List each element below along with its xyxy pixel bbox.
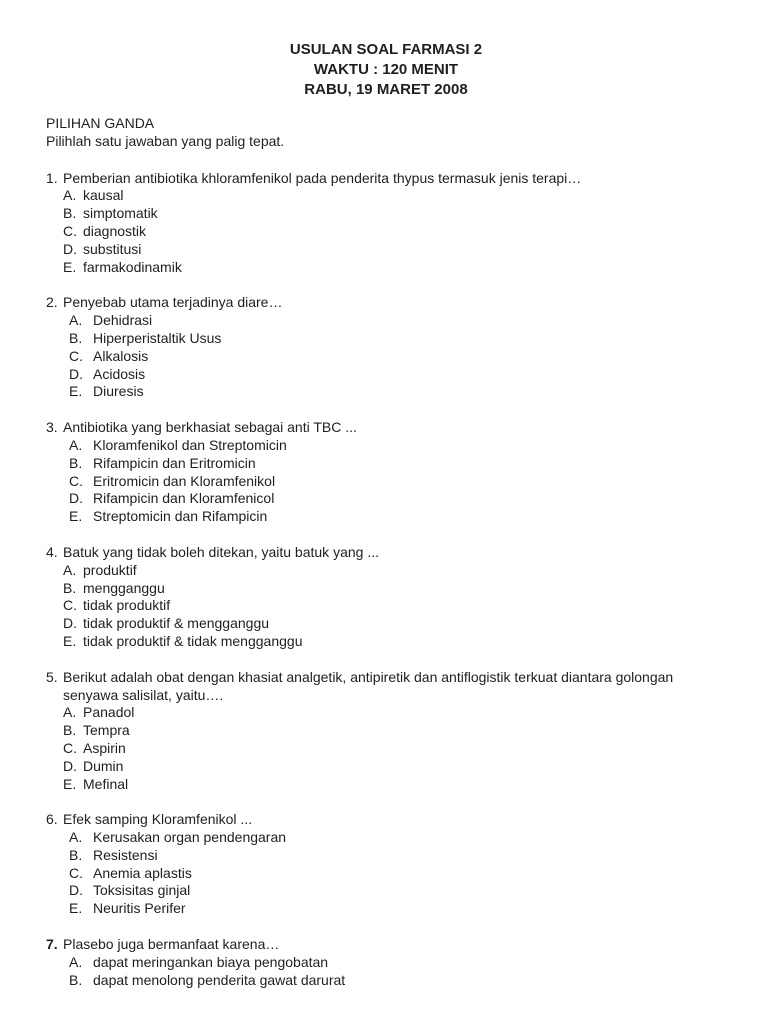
question-number: 6. — [46, 811, 58, 828]
document-date: RABU, 19 MARET 2008 — [304, 81, 468, 98]
option-text: Tempra — [83, 722, 130, 739]
option-letter: D. — [69, 882, 83, 899]
option-text: Resistensi — [93, 846, 158, 863]
option-text: produktif — [83, 561, 137, 578]
option-letter: B. — [69, 846, 83, 863]
document-time: WAKTU : 120 MENIT — [313, 61, 459, 78]
document-title: USULAN SOAL FARMASI 2 — [289, 41, 483, 58]
question-text: Batuk yang tidak boleh ditekan, yaitu batuk yang ... — [63, 543, 379, 560]
option-text: Alkalosis — [93, 347, 149, 364]
questions — [46, 170, 726, 990]
option — [69, 508, 726, 526]
option-letter: A. — [63, 561, 77, 578]
option-letter: E. — [69, 900, 83, 917]
option — [63, 562, 726, 580]
question-text: Penyebab utama terjadinya diare… — [63, 294, 283, 311]
option-text: dapat menolong penderita gawat darurat — [93, 971, 346, 988]
option — [63, 597, 726, 615]
option-text: Anemia aplastis — [93, 864, 192, 881]
option-text: Diuresis — [93, 383, 144, 400]
option-letter: D. — [63, 240, 77, 257]
question-text: Efek samping Kloramfenikol ... — [63, 811, 253, 828]
question-text: Berikut adalah obat dengan khasiat analgetik, antipiretik dan antiflogistik terkuat diantara golongan senyawa salisilat, yaitu…. — [63, 668, 674, 703]
option-text: Acidosis — [93, 365, 146, 382]
option — [63, 580, 726, 598]
option-text: Streptomicin dan Rifampicin — [93, 508, 268, 525]
option-list — [46, 187, 726, 276]
option — [63, 615, 726, 633]
option-letter: D. — [69, 365, 83, 382]
option-letter: E. — [69, 508, 83, 525]
option-text: Dumin — [83, 757, 124, 774]
question-number: 2. — [46, 294, 58, 311]
option-list — [46, 829, 726, 918]
option-text: Hiperperistaltik Usus — [93, 329, 222, 346]
option-letter: D. — [69, 490, 83, 507]
section-label: PILIHAN GANDA — [46, 115, 155, 131]
option-letter: B. — [63, 205, 77, 222]
option — [69, 473, 726, 491]
option-letter: A. — [69, 312, 83, 329]
question — [46, 294, 726, 401]
question-number: 3. — [46, 419, 58, 436]
option — [63, 633, 726, 651]
option-text: mengganggu — [83, 579, 165, 596]
option-list — [46, 437, 726, 526]
option — [69, 437, 726, 455]
question — [46, 544, 726, 651]
option-text: tidak produktif & tidak mengganggu — [83, 632, 303, 649]
option-text: Kerusakan organ pendengaran — [93, 829, 287, 846]
question-head — [46, 936, 726, 954]
question — [46, 419, 726, 526]
option-list — [46, 954, 726, 990]
option-letter: A. — [69, 829, 83, 846]
option-text: substitusi — [83, 240, 142, 257]
option — [69, 972, 726, 990]
option — [69, 455, 726, 473]
question-number: 7. — [46, 936, 58, 953]
option-letter: B. — [63, 579, 77, 596]
option — [63, 223, 726, 241]
option — [69, 829, 726, 847]
question-head — [46, 544, 726, 562]
option-text: Neuritis Perifer — [93, 900, 186, 917]
option-list — [46, 562, 726, 651]
option-text: Dehidrasi — [93, 312, 153, 329]
option — [63, 758, 726, 776]
option — [63, 722, 726, 740]
option-letter: A. — [69, 953, 83, 970]
option — [63, 740, 726, 758]
question — [46, 811, 726, 918]
option-letter: C. — [63, 222, 77, 239]
option-letter: C. — [69, 472, 83, 489]
question — [46, 936, 726, 989]
option — [69, 383, 726, 401]
option-letter: C. — [69, 347, 83, 364]
option-text: Eritromicin dan Kloramfenikol — [93, 472, 276, 489]
option-letter: C. — [69, 864, 83, 881]
option — [63, 259, 726, 277]
question — [46, 170, 726, 277]
question-text: Plasebo juga bermanfaat karena… — [63, 936, 280, 953]
option-letter: C. — [63, 597, 77, 614]
option — [69, 366, 726, 384]
option — [63, 241, 726, 259]
question-number: 4. — [46, 543, 58, 560]
question — [46, 669, 726, 794]
option-letter: B. — [69, 329, 83, 346]
question-head — [46, 669, 726, 705]
option-text: tidak produktif & mengganggu — [83, 615, 270, 632]
option — [69, 330, 726, 348]
option-text: dapat meringankan biaya pengobatan — [93, 953, 329, 970]
option-text: kausal — [83, 187, 124, 204]
question-head — [46, 811, 726, 829]
question-text: Antibiotika yang berkhasiat sebagai anti TBC ... — [63, 419, 357, 436]
question-text: Pemberian antibiotika khloramfenikol pada penderita thypus termasuk jenis terapi… — [63, 169, 582, 186]
option — [69, 312, 726, 330]
option-text: Aspirin — [83, 739, 126, 756]
option-text: farmakodinamik — [83, 258, 182, 275]
option — [63, 776, 726, 794]
option — [69, 954, 726, 972]
option-text: diagnostik — [83, 222, 147, 239]
option — [69, 348, 726, 366]
option — [69, 882, 726, 900]
option-letter: B. — [69, 454, 83, 471]
option — [69, 490, 726, 508]
option-letter: A. — [63, 187, 77, 204]
option-text: Rifampicin dan Eritromicin — [93, 454, 256, 471]
option-letter: A. — [69, 436, 83, 453]
document-header — [46, 40, 726, 100]
option — [63, 704, 726, 722]
question-number: 5. — [46, 668, 58, 685]
option — [63, 187, 726, 205]
option-text: Rifampicin dan Kloramfenicol — [93, 490, 275, 507]
option — [69, 865, 726, 883]
option-letter: E. — [63, 632, 77, 649]
option-list — [46, 312, 726, 401]
question-head — [46, 294, 726, 312]
section-instruction: Pilihlah satu jawaban yang palig tepat. — [46, 132, 285, 149]
option-letter: E. — [63, 775, 77, 792]
option-letter: B. — [69, 971, 83, 988]
option-letter: B. — [63, 722, 77, 739]
option — [69, 900, 726, 918]
option-text: Toksisitas ginjal — [93, 882, 191, 899]
option-list — [46, 704, 726, 793]
option-text: simptomatik — [83, 205, 158, 222]
question-head — [46, 170, 726, 188]
option-text: Mefinal — [83, 775, 129, 792]
option-letter: D. — [63, 615, 77, 632]
question-head — [46, 419, 726, 437]
question-number: 1. — [46, 169, 58, 186]
option-letter: D. — [63, 757, 77, 774]
option-letter: C. — [63, 739, 77, 756]
option — [63, 205, 726, 223]
option-letter: E. — [63, 258, 77, 275]
option-letter: A. — [63, 704, 77, 721]
option-text: tidak produktif — [83, 597, 171, 614]
option-text: Kloramfenikol dan Streptomicin — [93, 436, 287, 453]
option-text: Panadol — [83, 704, 135, 721]
option — [69, 847, 726, 865]
option-letter: E. — [69, 383, 83, 400]
